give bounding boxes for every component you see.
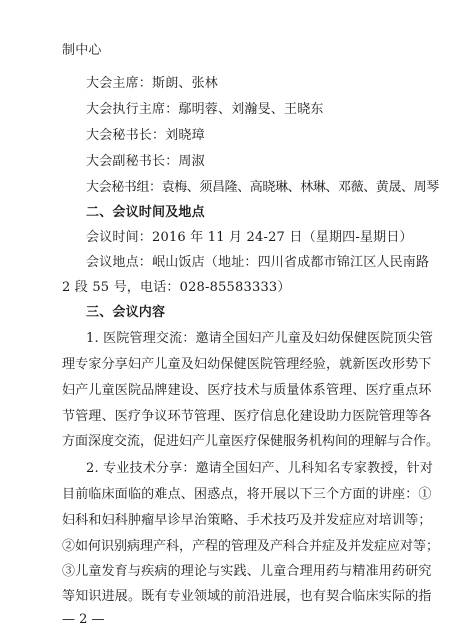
item-2-line: 妇科和妇科肿瘤早诊早治策略、手术技巧及并发症应对培训等； xyxy=(62,513,432,528)
meeting-time: 会议时间：2016 年 11 月 24-27 日（星期四-星期日） xyxy=(86,230,413,245)
item-2-line: 等知识进展。既有专业领域的前沿进展，也有契合临床实际的指 xyxy=(62,589,432,604)
item-2-line: ③儿童发育与疾病的理论与实践、儿童合理用药与精准用药研究 xyxy=(62,564,432,579)
item-1-line: 1. 医院管理交流：邀请全国妇产儿童及妇幼保健医院顶尖管 xyxy=(86,331,434,346)
item-2-line: 2. 专业技术分享：邀请全国妇产、儿科知名专家教授，针对 xyxy=(86,461,434,476)
item-1-line: 理专家分享妇产儿童及妇幼保健医院管理经验，就新医改形势下 xyxy=(62,357,432,372)
section-2-title: 二、会议时间及地点 xyxy=(86,205,205,220)
organizer-executive-chair: 大会执行主席：鄢明蓉、刘瀚旻、王晓东 xyxy=(86,102,324,117)
item-2-line: ②如何识别病理产科，产程的管理及产科合并症及并发症应对等； xyxy=(62,539,440,554)
meeting-venue-line-2: 2 段 55 号，电话：028-85583333） xyxy=(62,280,291,295)
item-1-line: 方面深度交流，促进妇产儿童医疗保健服务机构间的理解与合作。 xyxy=(62,434,440,449)
meeting-venue-line-1: 会议地点：岷山饭店（地址：四川省成都市锦江区人民南路 xyxy=(86,255,430,270)
item-1-line: 妇产儿童医院品牌建设、医疗技术与质量体系管理、医疗重点环 xyxy=(62,383,432,398)
continuation-text: 制中心 xyxy=(62,43,102,58)
organizer-chair: 大会主席：斯朗、张林 xyxy=(86,76,219,91)
item-1-line: 节管理、医疗争议环节管理、医疗信息化建设助力医院管理等各 xyxy=(62,409,432,424)
organizer-secretariat: 大会秘书组：袁梅、须昌隆、高晓琳、林琳、邓薇、黄晟、周琴 xyxy=(86,180,439,195)
organizer-secretary-general: 大会秘书长：刘晓璋 xyxy=(86,128,205,143)
page-number: — 2 — xyxy=(62,612,105,627)
section-3-title: 三、会议内容 xyxy=(86,305,166,320)
organizer-deputy-secretary-general: 大会副秘书长：周淑 xyxy=(86,154,205,169)
item-2-line: 目前临床面临的难点、困惑点，将开展以下三个方面的讲座：① xyxy=(62,487,432,502)
